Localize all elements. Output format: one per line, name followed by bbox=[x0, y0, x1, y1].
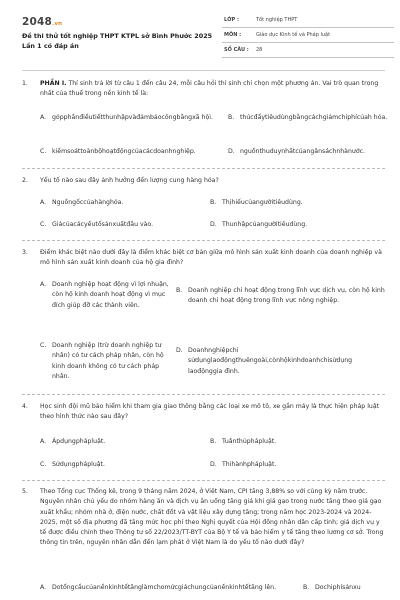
question-2 bbox=[22, 176, 387, 186]
question-number: 3. bbox=[22, 249, 28, 256]
option-letter: D. bbox=[210, 221, 217, 228]
option-text: Doanh nghiệp hoạt động vì lợi nhuận, còn hộ kinh doanh hoạt động vì mục đích giúp đỡ các thành viên. bbox=[52, 281, 169, 309]
option-text: Doanhnghiệpchỉ sửdụnglaođộngthuêngoài,cònhộkinhdoanhchỉsửdụng laođộnggia đình. bbox=[188, 347, 353, 375]
question-body: Thí sinh trả lời từ câu 1 đến câu 24, mỗi câu hỏi thí sinh chỉ chọn một phương án. Vai trò quan trọng nhất của thuế trong nền kinh tế là: bbox=[40, 80, 379, 98]
option-letter: A. bbox=[40, 438, 47, 445]
question-number: 5. bbox=[22, 488, 28, 495]
question-3 bbox=[22, 248, 387, 269]
option-text: Doanh nghiệp chỉ hoạt động trong lĩnh vực dịch vụ, còn hộ kinh doanh chỉ hoạt động trong lĩnh vực nông nghiệp. bbox=[188, 287, 385, 305]
option-text: Nguồngốccủahànghóa. bbox=[52, 199, 124, 206]
question-divider bbox=[22, 240, 385, 241]
meta-row-class bbox=[222, 13, 394, 28]
option-text: Thịhiếucủangườitiêudùng. bbox=[222, 199, 303, 206]
option-letter: A. bbox=[40, 281, 47, 288]
meta-row-subject bbox=[222, 28, 394, 43]
option-letter: B. bbox=[210, 199, 217, 206]
meta-key: SỐ CÂU : bbox=[224, 47, 249, 53]
meta-row-count bbox=[222, 43, 394, 58]
header-divider bbox=[22, 70, 385, 71]
question-text bbox=[40, 79, 387, 100]
option-text: Dochiphísảnxu bbox=[315, 584, 361, 591]
option-letter: C. bbox=[40, 461, 47, 468]
question-number: 2. bbox=[22, 177, 28, 184]
option-letter: C. bbox=[40, 148, 47, 155]
question-5 bbox=[22, 487, 387, 549]
option-letter: D. bbox=[210, 461, 217, 468]
option-3a[interactable] bbox=[40, 280, 175, 311]
question-divider bbox=[22, 168, 385, 169]
option-letter: A. bbox=[40, 114, 47, 121]
option-3d[interactable] bbox=[176, 346, 371, 377]
question-text: Theo Tổng cục Thống kê, trong 9 tháng năm 2024, ở Việt Nam, CPI tăng 3,88% so với cùng kỳ năm trước. Nguyên nhân chủ yếu do nhóm hàng ăn và dịch vụ ăn uống tăng giá khi giá gạo trong nước tăng theo giá gạo xuất khẩu; nhóm nhà ở, điện nước, chất đốt và vật liệu xây dựng tăng; trong năm học 2023-2024 và 2024-2025, một số địa phương đã tăng mức học phí theo Nghị quyết của Hội đồng nhân dân cấp tỉnh; giá dịch vụ y tế được điều chỉnh theo Thông tư số 22/2023/TT-BYT của Bộ Y tế và bảo hiểm y tế tăng theo lương cơ sở. Trong thông tin trên, nguyên nhân dẫn đến lạm phát ở Việt Nam là do yếu tố nào dưới đây? bbox=[40, 488, 384, 547]
option-1d[interactable] bbox=[228, 147, 365, 157]
question-number: 1. bbox=[22, 80, 28, 87]
option-letter: B. bbox=[176, 287, 183, 294]
option-4d[interactable] bbox=[210, 460, 276, 470]
question-1 bbox=[22, 79, 387, 100]
option-text: Thihànhphápluật. bbox=[222, 461, 277, 468]
question-divider bbox=[22, 394, 385, 395]
meta-value: Tốt nghiệp THPT bbox=[256, 17, 298, 23]
option-text: nguồnthuduynhấtcủangânsáchnhànước. bbox=[240, 148, 365, 155]
meta-key: LỚP : bbox=[224, 17, 239, 23]
meta-key: MÔN : bbox=[224, 32, 242, 38]
question-divider bbox=[22, 480, 385, 481]
option-text: thúcđẩytiêudùngbằngcáchgiảmchiphícủah hóa. bbox=[240, 114, 388, 121]
option-2a[interactable] bbox=[40, 198, 123, 208]
option-2b[interactable] bbox=[210, 198, 303, 208]
option-2c[interactable] bbox=[40, 220, 153, 230]
meta-value: 28 bbox=[256, 47, 263, 53]
document-header bbox=[0, 0, 400, 70]
option-text: Sửdụngphápluật. bbox=[52, 461, 105, 468]
option-letter: D. bbox=[228, 148, 235, 155]
option-text: Ápdụngphápluật. bbox=[52, 438, 106, 445]
option-letter: B. bbox=[303, 584, 310, 591]
option-letter: D. bbox=[176, 347, 183, 354]
option-2d[interactable] bbox=[210, 220, 307, 230]
page-title: Đề thi thử tốt nghiệp THPT KTPL sở Bình Phước 2025 Lần 1 có đáp án bbox=[22, 32, 213, 50]
option-text: kiềmsoáttoànbộhoạtđộngcủacácdoanhnghiệp. bbox=[52, 148, 196, 155]
option-text: gópphầnđiềutiếtthunhậpvàđảmbảocôngbằngxã hội. bbox=[52, 114, 213, 121]
logo-suffix: .vn bbox=[52, 21, 63, 27]
option-3b[interactable] bbox=[176, 286, 386, 307]
option-4a[interactable] bbox=[40, 437, 105, 447]
option-letter: B. bbox=[210, 438, 217, 445]
option-text: Dotổngcầucủanềnkinhtếtănglàmchomứcgiáchungcủanềnkinhtếtăng lên. bbox=[52, 584, 277, 591]
option-4c[interactable] bbox=[40, 460, 105, 470]
question-text: Học sinh đội mũ bảo hiểm khi tham gia giao thông bằng các loại xe mô tô, xe gắn máy là thực hiện pháp luật theo hình thức nào sau đây? bbox=[40, 403, 380, 421]
option-5b[interactable] bbox=[303, 583, 400, 593]
option-1b[interactable] bbox=[228, 113, 388, 123]
meta-value: Giáo dục Kinh tế và Pháp luật bbox=[256, 32, 331, 38]
option-text: Thunhậpcủangườitiêudùng. bbox=[222, 221, 308, 228]
option-letter: A. bbox=[40, 199, 47, 206]
site-logo[interactable] bbox=[22, 16, 62, 28]
option-letter: C. bbox=[40, 342, 47, 349]
option-text: Tuânthủphápluật. bbox=[222, 438, 277, 445]
option-letter: B. bbox=[228, 114, 235, 121]
option-3c[interactable] bbox=[40, 341, 175, 382]
option-text: Doanh nghiệp (trừ doanh nghiệp tư nhân) có tư cách pháp nhân, còn hộ kinh doanh không có tư cách pháp nhân. bbox=[52, 342, 164, 380]
option-4b[interactable] bbox=[210, 437, 276, 447]
question-number: 4. bbox=[22, 403, 28, 410]
section-lead: PHẦN I. bbox=[40, 80, 67, 87]
option-letter: A. bbox=[40, 584, 47, 591]
question-text: Yếu tố nào sau đây ảnh hưởng đến lượng cung hàng hóa? bbox=[40, 177, 219, 184]
option-5a[interactable] bbox=[40, 583, 276, 593]
option-1a[interactable] bbox=[40, 113, 220, 123]
option-1c[interactable] bbox=[40, 147, 196, 157]
option-text: Giácủacácyếutốsảnxuấtđầu vào. bbox=[52, 221, 154, 228]
exam-meta-table bbox=[222, 13, 394, 58]
question-text: Điểm khác biệt nào dưới đây là điểm khác biệt cơ bản giữa mô hình sản xuất kinh doanh của doanh nghiệp và mô hình sản xuất kinh doanh của hộ gia đình? bbox=[40, 249, 382, 267]
option-letter: C. bbox=[40, 221, 47, 228]
logo-text: 2048 bbox=[22, 16, 53, 28]
question-4 bbox=[22, 402, 387, 423]
